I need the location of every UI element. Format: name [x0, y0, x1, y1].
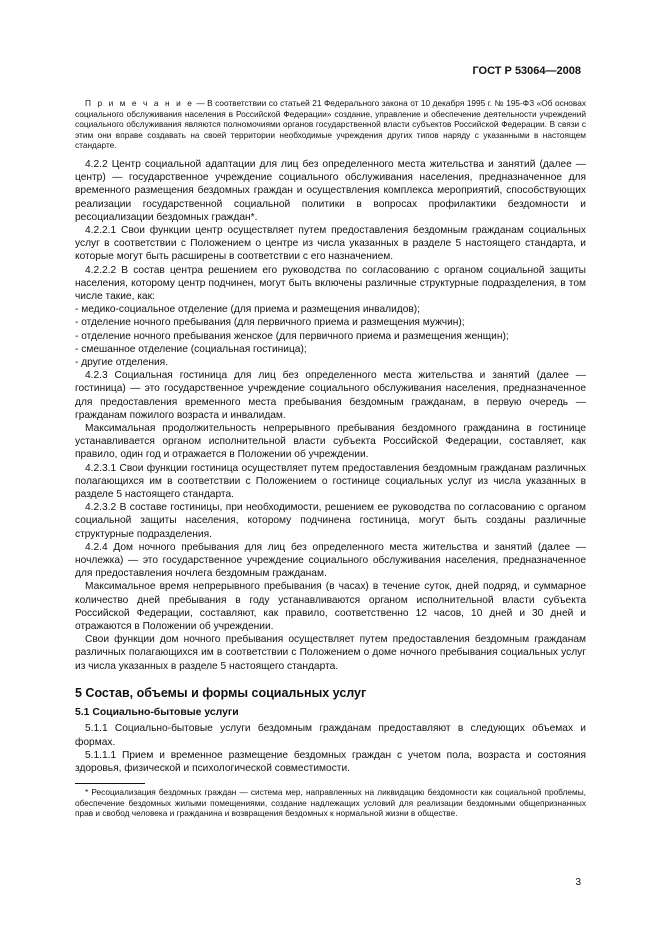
paragraph-4-2-2-1: 4.2.2.1 Свои функции центр осуществляет путем предоставления бездомным гражданам социальных услуг в соответствии с Положением о центре из числа указанных в разделе 5 настоящего стандарта, и которые могут быть расширены в соответствии с его назначением.	[75, 224, 586, 263]
paragraph-5-1-1-1: 5.1.1.1 Прием и временное размещение бездомных граждан с учетом пола, возраста и состояния здоровья, физической и психологической совместимости.	[75, 749, 586, 774]
paragraph-4-2-2-2: 4.2.2.2 В состав центра решением его руководства по согласованию с органом социальной защиты населения, которому центр подчинен, могут быть включены различные структурные подразделения, в том числе такие, как:	[75, 264, 586, 302]
document-body	[75, 98, 586, 819]
subsection-5-1-heading: 5.1 Социально-бытовые услуги	[75, 707, 239, 719]
paragraph-4-2-2: 4.2.2 Центр социальной адаптации для лиц без определенного места жительства и занятий (далее — центр) — государственное учреждение социального обслуживания населения, предназначенное для временного размещения бездомных граждан и осуществления комплекса мероприятий, способствующих реализации государственной социальной политики в вопросах профилактики бездомности и ресоциализации бездомных граждан*.	[75, 158, 586, 223]
departments-list	[75, 303, 586, 369]
page-number: 3	[575, 877, 581, 888]
list-item: - другие отделения.	[75, 357, 169, 369]
paragraph-5-1-1: 5.1.1 Социально-бытовые услуги бездомным гражданам предоставляют в следующих объемах и формах.	[75, 723, 586, 748]
paragraph-hotel-duration: Максимальная продолжительность непрерывного пребывания бездомного гражданина в гостинице устанавливается органом исполнительной власти субъекта Российской Федерации, составляет, как правило, один год и отражается в Положении об учреждении.	[75, 423, 586, 461]
list-item: - отделение ночного пребывания женское (для первичного приема и размещения женщин);	[75, 330, 509, 342]
paragraph-4-2-3-1: 4.2.3.1 Свои функции гостиница осуществляет путем предоставления бездомным гражданам различных полагающихся им в соответствии с Положением о гостинице социальных услуг из числа указанных в разделе 5 настоящего стандарта.	[75, 462, 586, 501]
section-5-heading: 5 Состав, объемы и формы социальных услуг	[75, 685, 367, 700]
document-code-header: ГОСТ Р 53064—2008	[472, 65, 581, 77]
paragraph-4-2-3-2: 4.2.3.2 В составе гостиницы, при необходимости, решением ее руководства по согласованию с органом социальной защиты населения, которому подчинена гостиница, могут быть созданы различные структурные подразделения.	[75, 502, 586, 540]
paragraph-4-2-3: 4.2.3 Социальная гостиница для лиц без определенного места жительства и занятий (далее — гостиница) — это государственное учреждение социального обслуживания населения, предназначенное для предоставления временного места пребывания бездомным гражданам, в первую очередь — гражданам пожилого возраста и инвалидам.	[75, 370, 586, 421]
list-item: - медико-социальное отделение (для приема и размещения инвалидов);	[75, 304, 421, 316]
list-item: - отделение ночного пребывания (для первичного приема и размещения мужчин);	[75, 317, 465, 329]
note-paragraph	[75, 98, 586, 151]
paragraph-night-house-functions: Свои функции дом ночного пребывания осуществляет путем предоставления бездомным гражданам различных полагающихся им в соответствии с Положением о доме ночного пребывания социальных услуг из числа указанных в разделе 5 настоящего стандарта.	[75, 634, 586, 672]
paragraph-4-2-4: 4.2.4 Дом ночного пребывания для лиц без определенного места жительства и занятий (далее — ночлежка) — это государственное учреждение социального обслуживания населения, предназначенное для предоставления ночлега бездомным гражданам.	[75, 541, 586, 580]
note-label: П р и м е ч а н и е	[85, 98, 194, 108]
paragraph-night-stay-limits: Максимальное время непрерывного пребывания (в часах) в течение суток, дней подряд, и суммарное количество дней пребывания в году устанавливаются органом исполнительной власти субъекта Российской Федерации, составляют, как правило, соответственно 12 часов, 10 дней и 30 дней и отражаются в Положении об учреждении.	[75, 581, 586, 633]
note-text: — В соответствии со статьей 21 Федерального закона от 10 декабря 1995 г. № 195-ФЗ «Об основах социального обслуживания населения в Российской Федерации» создание, управление и обеспечение деятельности учреждений социального обслуживания являются полномочиями органов государственной власти субъектов Российской Федерации. В связи с этим они вправе создавать на своей территории необходимые учреждения других типов наряду с указанными в настоящем стандарте.	[75, 98, 586, 151]
list-item: - смешанное отделение (социальная гостиница);	[75, 343, 307, 355]
footnote: * Ресоциализация бездомных граждан — система мер, направленных на ликвидацию бездомности как социальной проблемы, обеспечение бездомных жилыми помещениями, создание надлежащих условий для реализации бездомными общепризнанных прав и свобод человека и гражданина и возвращения бездомных к нормальной жизни в обществе.	[75, 787, 586, 819]
footnote-divider	[75, 783, 145, 784]
